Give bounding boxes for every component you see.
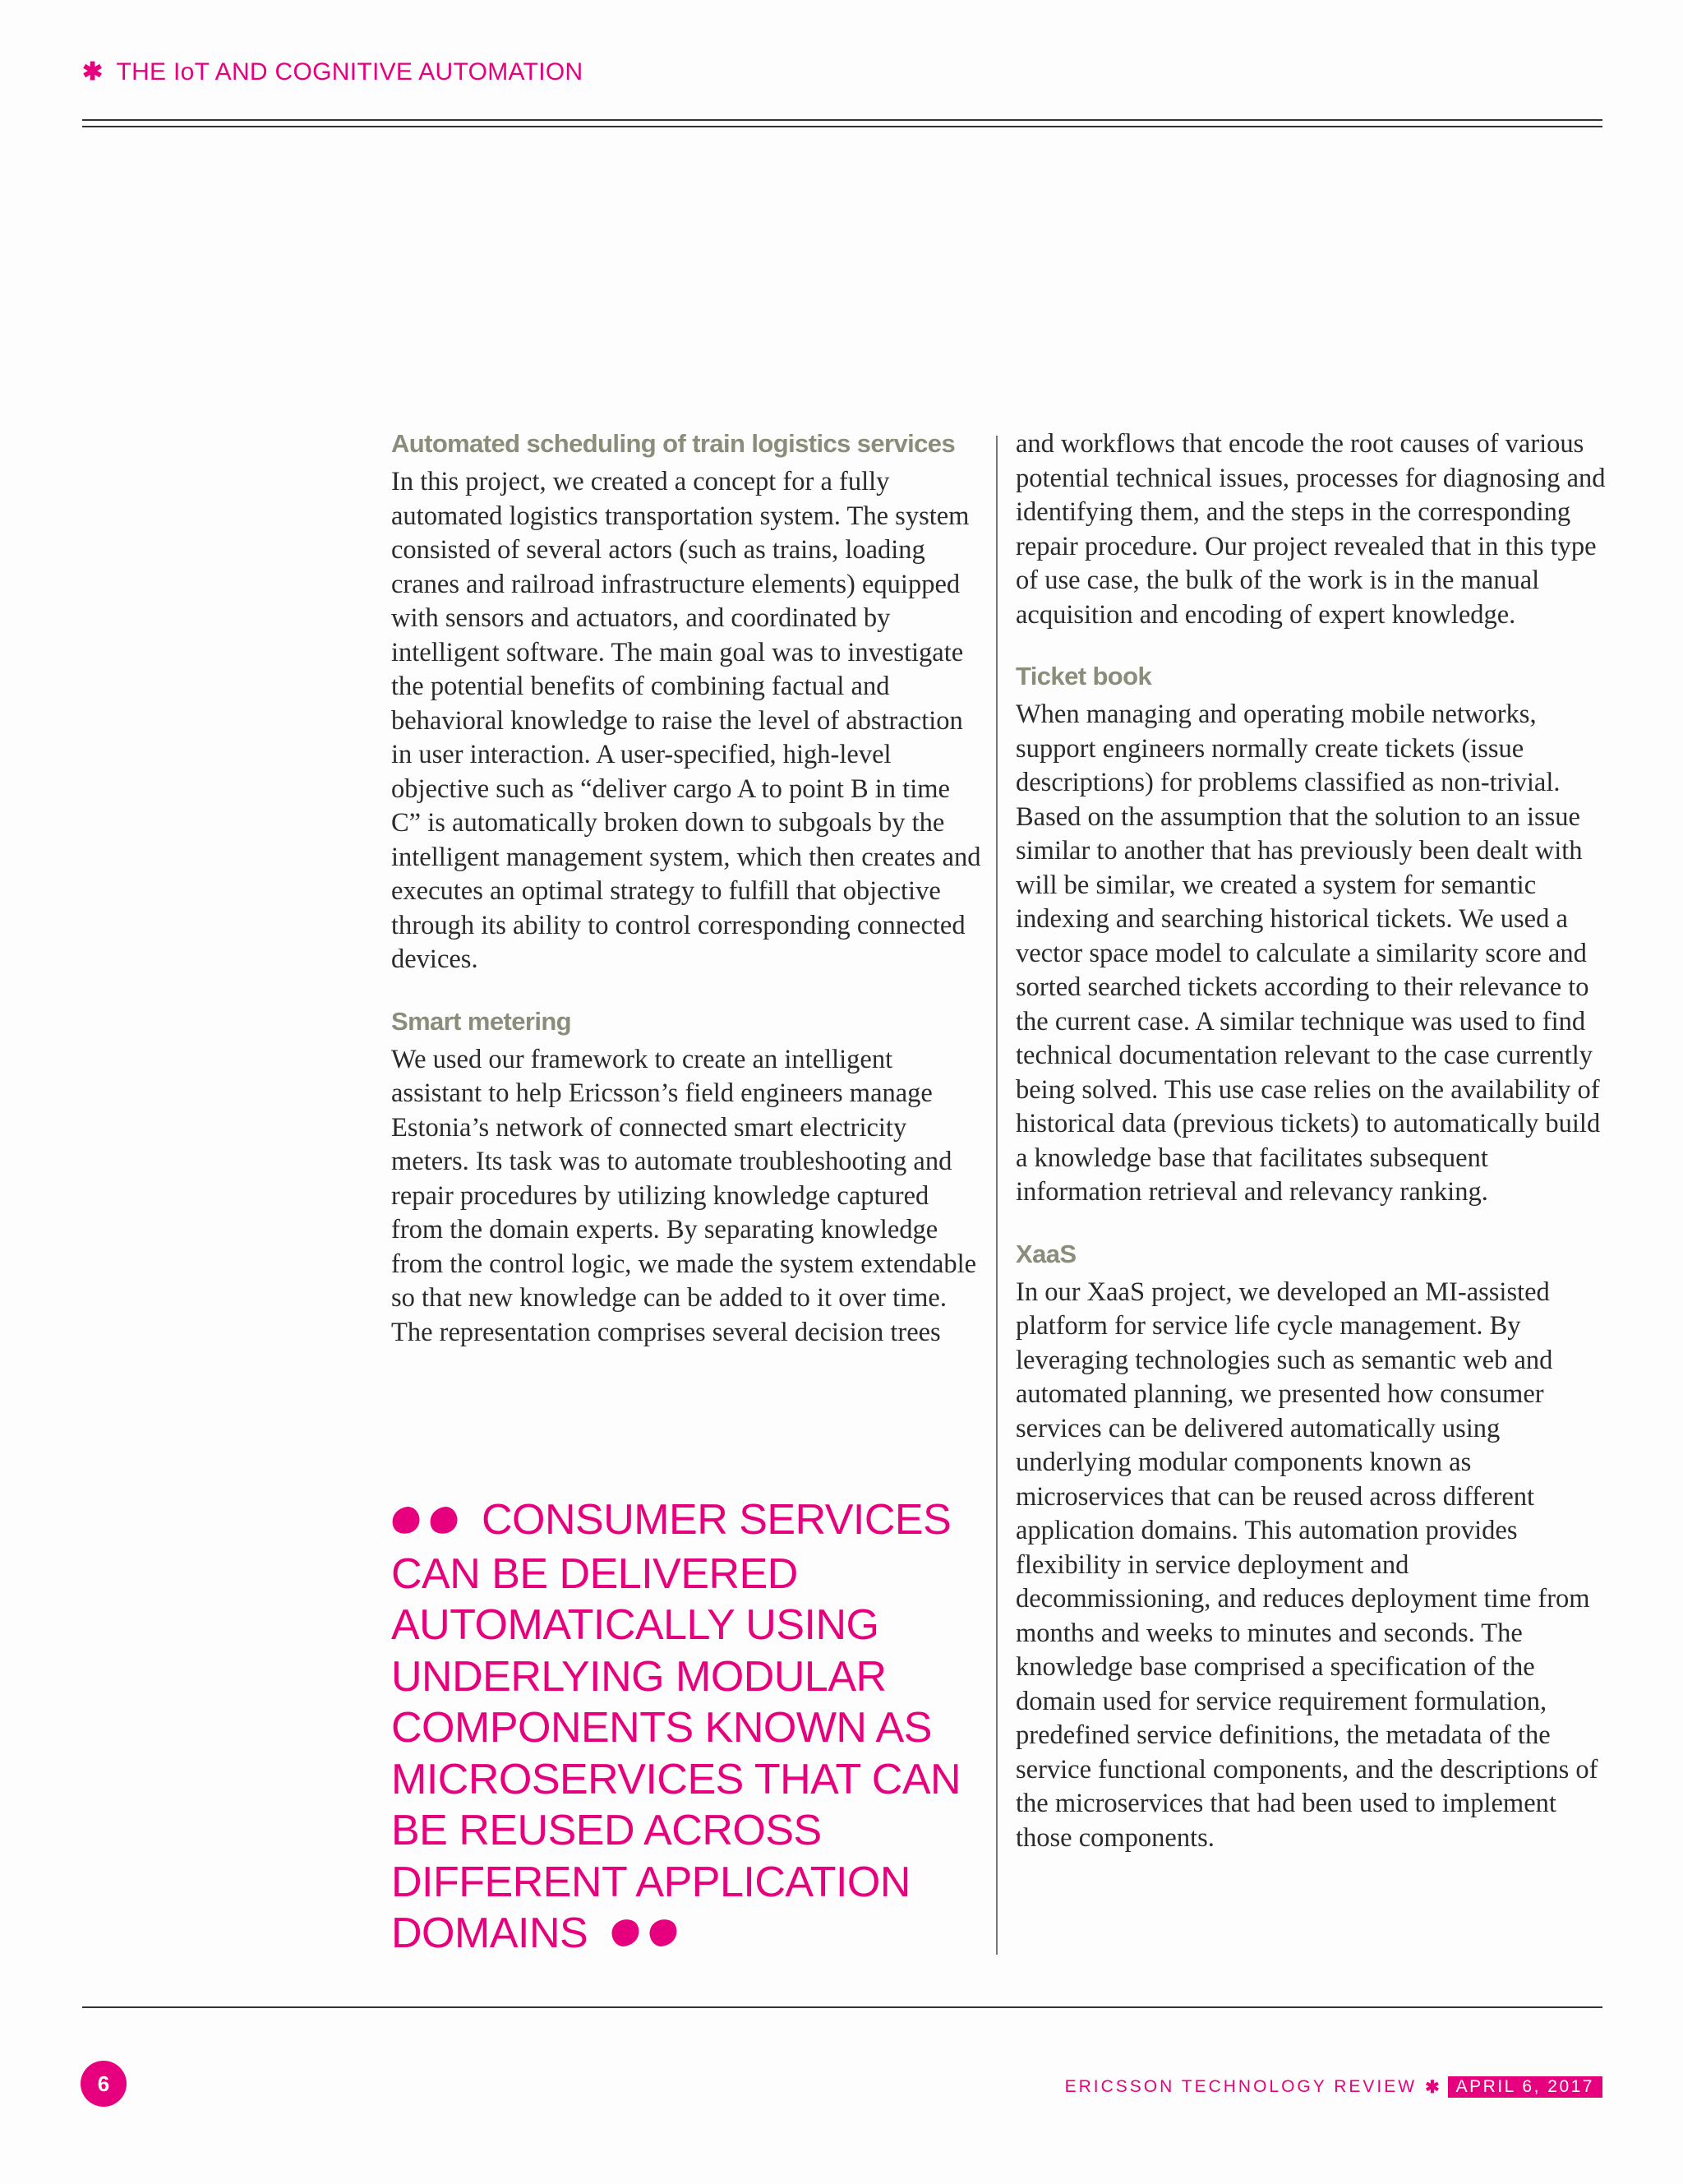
- publication-name: ERICSSON TECHNOLOGY REVIEW: [1064, 2077, 1418, 2096]
- body-text-continuation: and workflows that encode the root causes of various potential technical issues, processes for diagnosing and identifying them, and the steps in the corresponding repair procedure. Our project revealed that in this type of use case, the bulk of the work is in the manual acquisition and encoding of expert knowledge.: [1016, 429, 1606, 630]
- body-text-smart-metering: We used our framework to create an intelligent assistant to help Ericsson’s field engineers manage Estonia’s network of connected smart electricity meters. Its task was to automate troubleshooting and repair procedures by utilizing knowledge captured from the domain experts. By separating knowledge from the control logic, we made the system extendable so that new knowledge can be added to it over time. The representation comprises several decision trees: [391, 1044, 977, 1347]
- page-number-badge: 6: [81, 2061, 127, 2107]
- header-title: THE IoT AND COGNITIVE AUTOMATION: [116, 58, 583, 85]
- section-heading-xaas: XaaS: [1016, 1239, 1077, 1268]
- issue-date: APRIL 6, 2017: [1448, 2076, 1602, 2098]
- section-heading-train-logistics: Automated scheduling of train logistics services: [391, 429, 956, 458]
- section-heading-ticket-book: Ticket book: [1016, 662, 1152, 690]
- body-text-xaas: In our XaaS project, we developed an MI-assisted platform for service life cycle management. By leveraging technologies such as semantic web and automated planning, we presented how consumer services can be delivered automatically using underlying modular components known as microservices that can be reused across different application domains. This automation provides flexibility in service deployment and decommissioning, and reduces deployment time from months and weeks to minutes and seconds. The knowledge base comprised a specification of the domain used for service requirement formulation, predefined service definitions, the metadata of the service functional components, and the descriptions of the microservices that had been used to implement those components.: [1016, 1277, 1598, 1853]
- body-text-train-logistics: In this project, we created a concept for a fully automated logistics transportation system. The system consisted of several actors (such as trains, loading cranes and railroad infrastructure elements) equipped with sensors and actuators, and coordinated by intelligent software. The main goal was to investigate the potential benefits of combining factual and behavioral knowledge to raise the level of abstraction in user interaction. A user-specified, high-level objective such as “deliver cargo A to point B in time C” is automatically broken down to subgoals by the intelligent management system, which then creates and executes an optimal strategy to fulfill that objective through its ability to control corresponding connected devices.: [391, 467, 981, 974]
- header-rule: [82, 119, 1602, 127]
- footer-rule: [82, 2006, 1602, 2008]
- running-footer: [1065, 2076, 1602, 2098]
- asterisk-icon: ✱: [82, 58, 104, 85]
- left-column: [391, 427, 983, 1350]
- running-header: [82, 58, 583, 86]
- body-text-ticket-book: When managing and operating mobile networks, support engineers normally create tickets (issue descriptions) for problems classified as non-trivial. Based on the assumption that the solution to an issue similar to another that has previously been dealt with will be similar, we created a system for semantic indexing and searching historical tickets. We used a vector space model to calculate a similarity score and sorted searched tickets according to their relevance to the current case. A similar technique was used to find technical documentation relevant to the case currently being solved. This use case relies on the availability of historical data (previous tickets) to automatically build a knowledge base that facilitates subsequent information retrieval and relevancy ranking.: [1016, 700, 1601, 1207]
- column-divider: [996, 436, 998, 1955]
- section-heading-smart-metering: Smart metering: [391, 1006, 571, 1036]
- pull-quote: [391, 1494, 966, 1962]
- asterisk-icon: ✱: [1425, 2077, 1440, 2097]
- close-quote-icon: [599, 1910, 678, 1962]
- pull-quote-text: CONSUMER SERVICES CAN BE DELIVERED AUTOMATICALLY USING UNDERLYING MODULAR COMPONENTS KNOWN AS MICROSERVICES THAT CAN BE REUSED ACROSS DIFFERENT APPLICATION DOMAINS: [391, 1496, 961, 1958]
- right-column: [1016, 427, 1607, 1855]
- open-quote-icon: [391, 1497, 470, 1549]
